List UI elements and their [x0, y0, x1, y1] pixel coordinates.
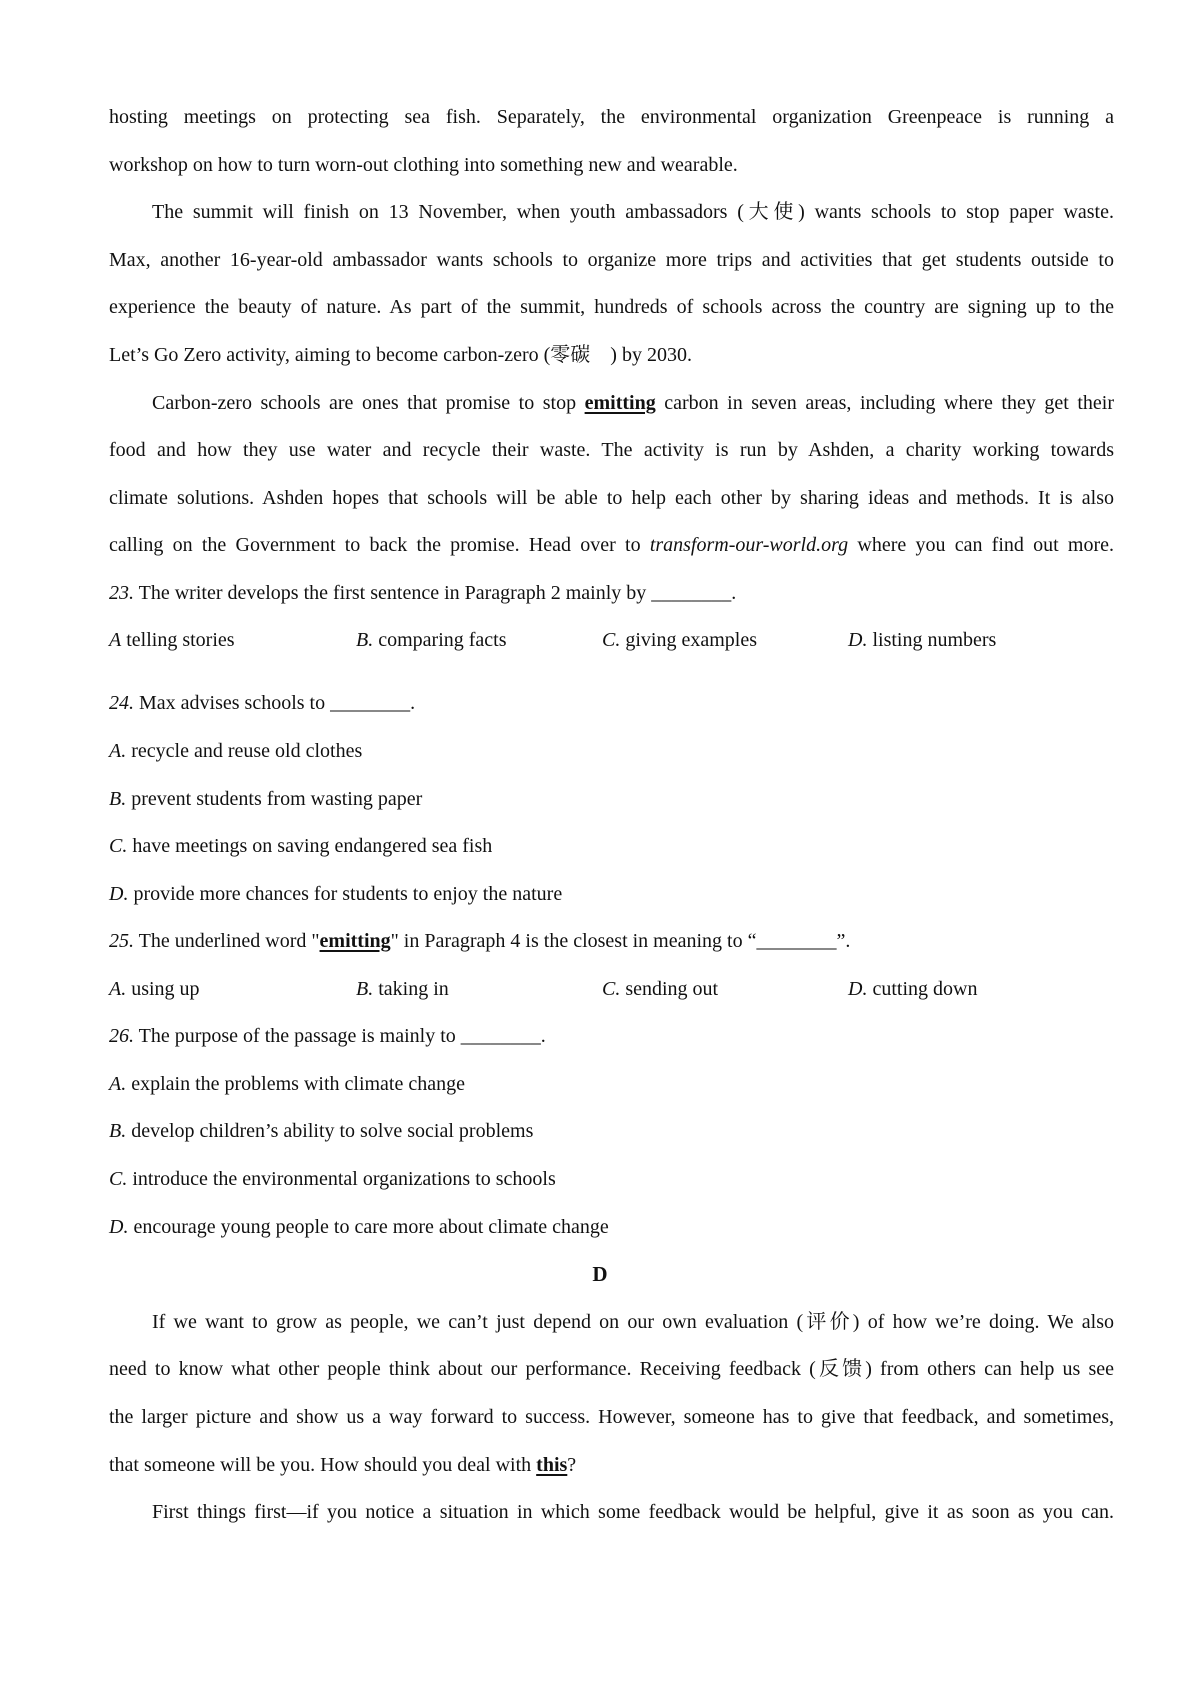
question-23: 23. The writer develops the first sentence in Paragraph 2 mainly by ________.: [109, 582, 737, 604]
underlined-word-emitting: emitting: [584, 392, 656, 414]
passage-line: workshop on how to turn worn-out clothing into something new and wearable.: [109, 154, 738, 176]
option-24-d: D. provide more chances for students to enjoy the nature: [109, 883, 563, 905]
passage-line: food and how they use water and recycle their waste. The activity is run by Ashden, a charity working towards: [109, 439, 1114, 461]
passage-line: need to know what other people think about our performance. Receiving feedback (反馈) from others can help us see: [109, 1358, 1114, 1380]
option-23-a: A telling stories: [109, 629, 235, 651]
section-heading: D: [592, 1262, 608, 1286]
passage-line: experience the beauty of nature. As part of the summit, hundreds of schools across the country are signing up to the: [109, 296, 1114, 318]
passage-line: Carbon-zero schools are ones that promise to stop emitting carbon in seven areas, including where they get their: [152, 392, 1114, 414]
option-24-b: B. prevent students from wasting paper: [109, 788, 423, 810]
passage-line: Let’s Go Zero activity, aiming to become carbon-zero (零碳 ) by 2030.: [109, 344, 692, 366]
passage-line: that someone will be you. How should you deal with this?: [109, 1454, 577, 1476]
passage-line: The summit will finish on 13 November, when youth ambassadors (大使) wants schools to stop paper waste.: [152, 201, 1114, 223]
option-26-b: B. develop children’s ability to solve social problems: [109, 1120, 534, 1142]
passage-line: climate solutions. Ashden hopes that schools will be able to help each other by sharing ideas and methods. It is also: [109, 487, 1114, 509]
question-26: 26. The purpose of the passage is mainly to ________.: [109, 1025, 546, 1047]
option-25-a: A. using up: [109, 978, 200, 1000]
website-text: transform-our-world.org: [649, 534, 849, 556]
option-25-d: D. cutting down: [848, 978, 978, 1000]
passage-line: calling on the Government to back the promise. Head over to transform-our-world.org where you can find out more.: [109, 534, 1115, 556]
option-26-a: A. explain the problems with climate change: [109, 1073, 465, 1095]
passage-line: If we want to grow as people, we can’t just depend on our own evaluation (评价) of how we’re doing. We also: [152, 1311, 1114, 1333]
option-23-b: B. comparing facts: [356, 629, 507, 651]
passage-line: hosting meetings on protecting sea fish. Separately, the environmental organization Greenpeace is running a: [109, 106, 1114, 128]
question-25: 25. The underlined word "emitting" in Paragraph 4 is the closest in meaning to “________”.: [109, 930, 851, 952]
passage-line: First things first—if you notice a situation in which some feedback would be helpful, give it as soon as you can.: [152, 1501, 1114, 1523]
passage-line: Max, another 16-year-old ambassador wants schools to organize more trips and activities that get students outside to: [109, 249, 1114, 271]
option-23-d: D. listing numbers: [848, 629, 997, 651]
passage-line: the larger picture and show us a way forward to success. However, someone has to give that feedback, and sometimes,: [109, 1406, 1114, 1428]
underlined-word-this: this: [536, 1454, 568, 1476]
option-24-c: C. have meetings on saving endangered sea fish: [109, 835, 493, 857]
option-24-a: A. recycle and reuse old clothes: [109, 740, 363, 762]
option-26-c: C. introduce the environmental organizations to schools: [109, 1168, 556, 1190]
option-26-d: D. encourage young people to care more about climate change: [109, 1216, 609, 1238]
option-25-c: C. sending out: [602, 978, 719, 1000]
option-23-c: C. giving examples: [602, 629, 757, 651]
option-25-b: B. taking in: [356, 978, 449, 1000]
question-24: 24. Max advises schools to ________.: [109, 692, 416, 714]
underlined-word-emitting: emitting: [319, 930, 391, 952]
